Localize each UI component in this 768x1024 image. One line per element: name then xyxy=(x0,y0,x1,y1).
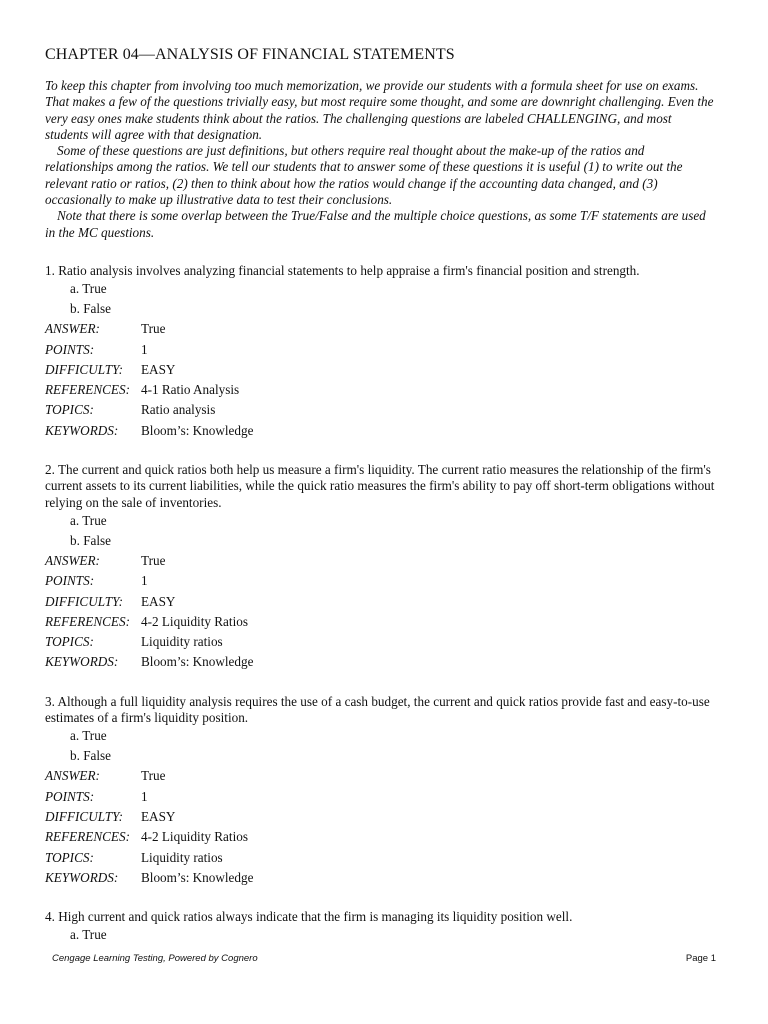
references-label: REFERENCES: xyxy=(45,382,130,398)
keywords-label: KEYWORDS: xyxy=(45,422,119,438)
references-label: REFERENCES: xyxy=(45,829,130,845)
references-value: 4-2 Liquidity Ratios xyxy=(141,613,248,629)
references-value: 4-1 Ratio Analysis xyxy=(141,382,240,398)
document-page xyxy=(45,46,715,945)
question-4 xyxy=(45,909,715,945)
references-row xyxy=(45,380,715,400)
keywords-row xyxy=(45,868,715,888)
topics-label: TOPICS: xyxy=(45,849,94,865)
answer-value: True xyxy=(141,768,166,784)
question-stem: 2. The current and quick ratios both help us measure a firm's liquidity. The current ratio measures the relationship of the firm's current assets to its current liabilities, while the quick ratio measures the firm's ability to pay off short-term obligations without relying on the sale of inventories. xyxy=(45,462,715,510)
footer-publisher: Cengage Learning Testing, Powered by Cognero xyxy=(52,953,258,964)
option-a: a. True xyxy=(70,512,107,528)
points-value: 1 xyxy=(141,788,148,804)
difficulty-label: DIFFICULTY: xyxy=(45,593,124,609)
points-row xyxy=(45,340,715,360)
topics-value: Ratio analysis xyxy=(141,402,216,418)
references-value: 4-2 Liquidity Ratios xyxy=(141,829,248,845)
intro-section xyxy=(45,78,715,241)
difficulty-row xyxy=(45,592,715,612)
points-label: POINTS: xyxy=(45,341,95,357)
option-a: a. True xyxy=(70,281,107,297)
intro-paragraph: Note that there is some overlap between the True/False and the multiple choice questions, as some T/F statements are used in the MC questions. xyxy=(45,208,706,240)
topics-row xyxy=(45,632,715,652)
question-2 xyxy=(45,462,715,673)
points-label: POINTS: xyxy=(45,573,95,589)
keywords-value: Bloom’s: Knowledge xyxy=(141,654,254,670)
intro-paragraph: Some of these questions are just definitions, but others require real thought about the make-up of the ratios and relationships among the ratios. We tell our students that to answer some of these questions it is useful (1) to write out the relevant ratio or ratios, (2) then to think about how the ratios would change if the accounting data changed, and (3) occasionally to make up illustrative data to test their conclusions. xyxy=(45,143,683,208)
keywords-value: Bloom’s: Knowledge xyxy=(141,422,254,438)
keywords-row xyxy=(45,652,715,672)
page-footer xyxy=(52,953,716,964)
topics-value: Liquidity ratios xyxy=(141,849,223,865)
question-stem: 1. Ratio analysis involves analyzing financial statements to help appraise a firm's financial position and strength. xyxy=(45,262,640,278)
page-number: Page 1 xyxy=(685,953,716,964)
keywords-value: Bloom’s: Knowledge xyxy=(141,869,254,885)
answer-label: ANSWER: xyxy=(45,768,100,784)
topics-label: TOPICS: xyxy=(45,402,94,418)
difficulty-label: DIFFICULTY: xyxy=(45,808,124,824)
difficulty-label: DIFFICULTY: xyxy=(45,361,124,377)
answer-value: True xyxy=(141,321,166,337)
difficulty-row xyxy=(45,360,715,380)
option-b: b. False xyxy=(70,748,112,764)
points-label: POINTS: xyxy=(45,788,95,804)
keywords-label: KEYWORDS: xyxy=(45,869,119,885)
topics-row xyxy=(45,400,715,420)
topics-value: Liquidity ratios xyxy=(141,634,223,650)
answer-row xyxy=(45,551,715,571)
option-a: a. True xyxy=(70,927,107,943)
option-b: b. False xyxy=(70,532,112,548)
points-row xyxy=(45,571,715,591)
keywords-row xyxy=(45,421,715,441)
points-value: 1 xyxy=(141,573,148,589)
references-row xyxy=(45,827,715,847)
question-1 xyxy=(45,263,715,441)
difficulty-row xyxy=(45,807,715,827)
option-b: b. False xyxy=(70,301,112,317)
option-a: a. True xyxy=(70,728,107,744)
answer-row xyxy=(45,766,715,786)
difficulty-value: EASY xyxy=(141,593,176,609)
difficulty-value: EASY xyxy=(141,361,176,377)
answer-value: True xyxy=(141,552,166,568)
topics-label: TOPICS: xyxy=(45,634,94,650)
references-row xyxy=(45,612,715,632)
question-stem: 3. Although a full liquidity analysis requires the use of a cash budget, the current and quick ratios provide fast and easy-to-use estimates of a firm's liquidity position. xyxy=(45,693,710,726)
difficulty-value: EASY xyxy=(141,808,176,824)
topics-row xyxy=(45,848,715,868)
intro-paragraph: To keep this chapter from involving too much memorization, we provide our students with a formula sheet for use on exams. That makes a few of the questions trivially easy, but most require some thought, and some are downright challenging. Even the very easy ones make students think about the ratios. The challenging questions are labeled CHALLENGING, and most students will agree with that designation. xyxy=(45,78,714,142)
answer-label: ANSWER: xyxy=(45,321,100,337)
answer-row xyxy=(45,319,715,339)
question-stem: 4. High current and quick ratios always indicate that the firm is managing its liquidity position well. xyxy=(45,909,573,925)
question-3 xyxy=(45,694,715,888)
references-label: REFERENCES: xyxy=(45,613,130,629)
points-row xyxy=(45,787,715,807)
chapter-title: CHAPTER 04—ANALYSIS OF FINANCIAL STATEMENTS xyxy=(45,46,455,63)
points-value: 1 xyxy=(141,341,148,357)
answer-label: ANSWER: xyxy=(45,552,100,568)
keywords-label: KEYWORDS: xyxy=(45,654,119,670)
